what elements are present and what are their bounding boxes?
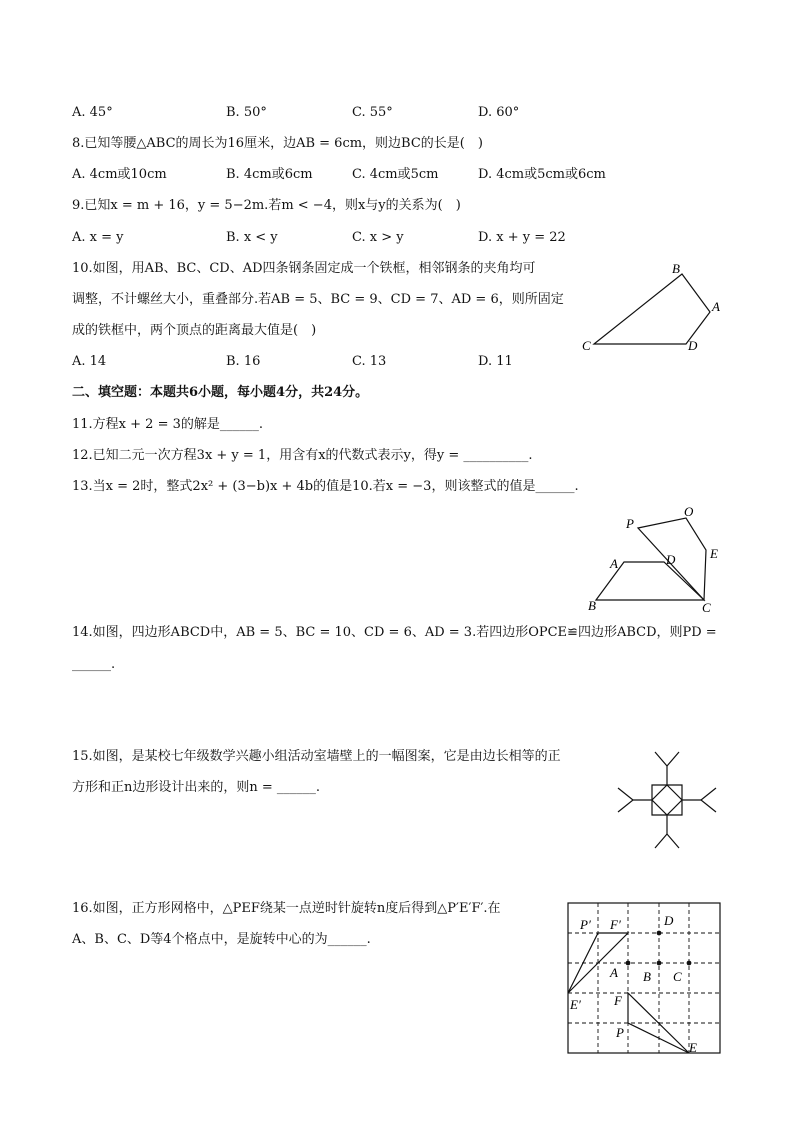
q14-label-b: B	[588, 598, 596, 613]
q14-label-p: P	[626, 516, 634, 531]
q16-triangle-pef	[628, 993, 689, 1053]
q15-branch-left	[618, 788, 633, 812]
q10-option-a: A. 14	[72, 354, 107, 369]
q16-point-c	[687, 961, 692, 966]
q14-label-o: O	[684, 506, 694, 519]
q16-point-d	[657, 931, 662, 936]
q10-label-b: B	[672, 261, 680, 276]
q10-line-2: 调整，不计螺丝大小，重叠部分.若AB = 5、BC = 9、CD = 7、AD = 6，则所固定	[72, 292, 564, 307]
q8-option-c: C. 4cm或5cm	[352, 167, 439, 182]
q10-option-d: D. 11	[478, 354, 513, 369]
q15-octagon-outline	[652, 785, 682, 815]
q16-point-b	[657, 961, 662, 966]
q15-center-square	[652, 785, 682, 815]
q16-label-f: F	[614, 993, 622, 1008]
q10-figure	[570, 258, 740, 358]
q8-stem: 8.已知等腰△ABC的周长为16厘米，边AB = 6cm，则边BC的长是( )	[72, 136, 483, 151]
q16-grid-figure	[566, 901, 724, 1057]
q16-label-p-prime: P′	[580, 917, 591, 932]
q8-option-b: B. 4cm或6cm	[226, 167, 313, 182]
q10-option-c: C. 13	[352, 354, 387, 369]
q15-line-1: 15.如图，是某校七年级数学兴趣小组活动室墙壁上的一幅图案，它是由边长相等的正	[72, 749, 561, 764]
q9-option-a: A. x = y	[72, 230, 124, 245]
q16-label-d: D	[664, 913, 674, 928]
q16-label-p: P	[616, 1025, 624, 1040]
q16-line-2: A、B、C、D等4个格点中，是旋转中心的为______.	[72, 932, 371, 947]
q14-label-e: E	[710, 546, 718, 561]
q16-label-c: C	[673, 969, 682, 984]
q14-label-d: D	[666, 552, 676, 567]
q7-option-c: C. 55°	[352, 105, 393, 120]
q10-line-1: 10.如图，用AB、BC、CD、AD四条钢条固定成一个铁框，相邻钢条的夹角均可	[72, 261, 536, 276]
q16-point-a	[626, 961, 631, 966]
q10-label-c: C	[582, 338, 591, 353]
q14-label-a: A	[610, 556, 618, 571]
q14-figure	[580, 506, 730, 616]
q10-line-3: 成的铁框中，两个顶点的距离最大值是( )	[72, 323, 317, 338]
q14-label-c: C	[702, 600, 711, 615]
q12-text: 12.已知二元一次方程3x + y = 1，用含有x的代数式表示y，得y = __________.	[72, 448, 533, 463]
q14-line-2: ______.	[72, 657, 116, 672]
q15-figure	[612, 748, 724, 858]
q15-branch-bottom	[655, 834, 679, 848]
q9-option-b: B. x < y	[226, 230, 278, 245]
q10-frame-polygon	[594, 274, 710, 344]
q16-label-b: B	[643, 969, 651, 984]
q10-label-a: A	[712, 299, 720, 314]
q8-option-d: D. 4cm或5cm或6cm	[478, 167, 606, 182]
q11-text: 11.方程x + 2 = 3的解是______.	[72, 417, 263, 432]
q7-option-a: A. 45°	[72, 105, 113, 120]
q9-stem: 9.已知x = m + 16，y = 5−2m.若m < −4，则x与y的关系为( )	[72, 198, 461, 213]
q14-line-1: 14.如图，四边形ABCD中，AB = 5、BC = 10、CD = 6、AD = 3.若四边形OPCE≌四边形ABCD，则PD =	[72, 625, 717, 640]
q16-label-e: E	[689, 1040, 697, 1055]
q16-label-e-prime: E′	[570, 997, 581, 1012]
q7-option-d: D. 60°	[478, 105, 520, 120]
q16-label-f-prime: F′	[610, 917, 621, 932]
q9-option-d: D. x + y = 22	[478, 230, 566, 245]
q15-branch-top	[655, 752, 679, 766]
q15-branch-right	[701, 788, 716, 812]
q16-label-a: A	[610, 965, 618, 980]
q10-label-d: D	[688, 338, 698, 353]
q13-text: 13.当x = 2时，整式2x² + (3−b)x + 4b的值是10.若x = −3，则该整式的值是______.	[72, 479, 579, 494]
q16-line-1: 16.如图，正方形网格中，△PEF绕某一点逆时针旋转n度后得到△P′E′F′.在	[72, 901, 501, 916]
q10-option-b: B. 16	[226, 354, 261, 369]
q8-option-a: A. 4cm或10cm	[72, 167, 167, 182]
q7-option-b: B. 50°	[226, 105, 267, 120]
section-2-title: 二、填空题：本题共6小题，每小题4分，共24分。	[72, 385, 369, 400]
q15-line-2: 方形和正n边形设计出来的，则n = ______.	[72, 780, 321, 795]
q9-option-c: C. x > y	[352, 230, 404, 245]
